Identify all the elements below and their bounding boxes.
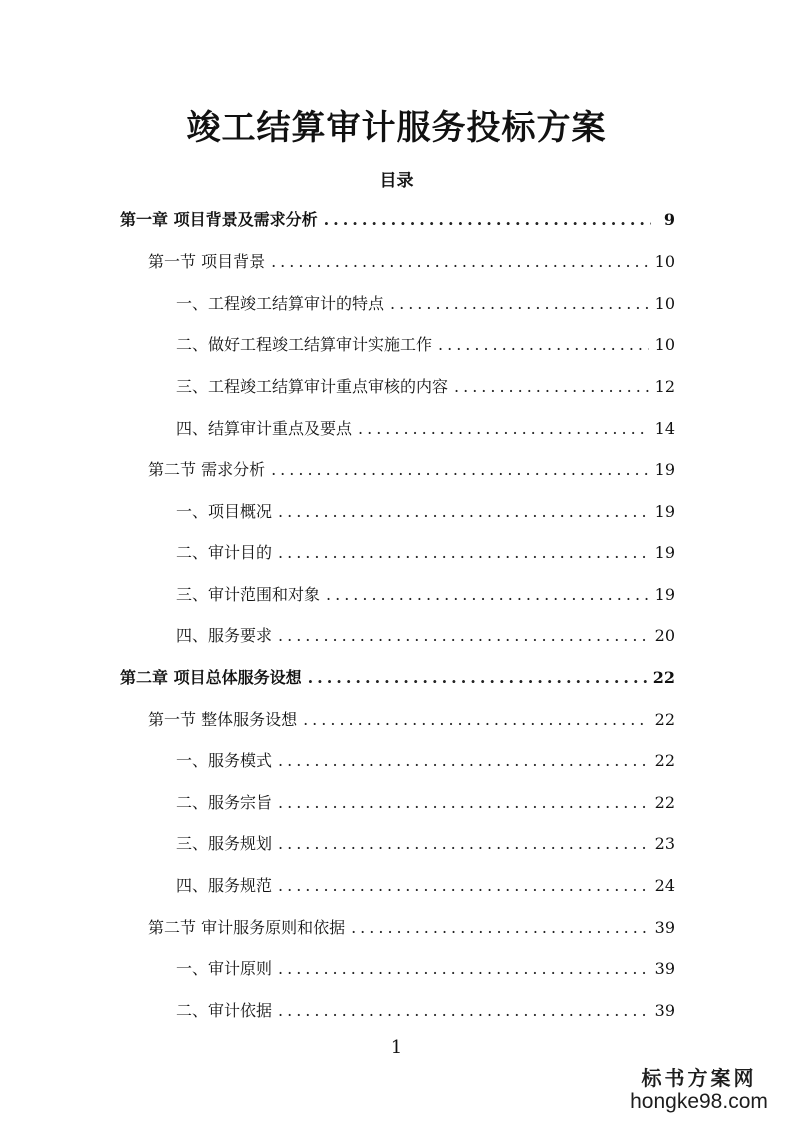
toc-entry-subsection[interactable] — [176, 416, 675, 442]
document-title: 竣工结算审计服务投标方案 — [186, 108, 607, 148]
dot-leader — [326, 582, 649, 608]
page-number: 1 — [390, 1037, 403, 1058]
toc-entry-page: 22 — [654, 793, 675, 812]
dot-leader — [278, 540, 649, 566]
toc-entry-subsection[interactable] — [176, 748, 675, 774]
toc-entry-label: 第二节 需求分析 — [148, 460, 266, 479]
toc-entry-page: 22 — [652, 668, 675, 687]
toc-entry-label: 三、工程竣工结算审计重点审核的内容 — [176, 377, 449, 396]
toc-heading: 目录 — [379, 171, 414, 191]
toc-entry-section[interactable] — [148, 249, 675, 275]
toc-entry-label: 二、审计目的 — [176, 543, 273, 562]
dot-leader — [278, 623, 649, 649]
toc-entry-page: 39 — [654, 1001, 675, 1020]
toc-entry-subsection[interactable] — [176, 623, 675, 649]
dot-leader — [303, 707, 649, 733]
toc-entry-label: 一、服务模式 — [176, 751, 273, 770]
toc-entry-label: 四、服务规范 — [176, 876, 273, 895]
toc-entry-subsection[interactable] — [176, 499, 675, 525]
toc-entry-page: 22 — [654, 710, 675, 729]
toc-entry-page: 19 — [654, 585, 675, 604]
toc-entry-label: 二、服务宗旨 — [176, 793, 273, 812]
dot-leader — [351, 915, 649, 941]
toc-entry-label: 一、工程竣工结算审计的特点 — [176, 294, 385, 313]
toc-entry-subsection[interactable] — [176, 831, 675, 857]
dot-leader — [278, 998, 649, 1024]
toc-entry-page: 39 — [654, 918, 675, 937]
watermark-url: hongke98.com — [630, 1090, 768, 1113]
toc-entry-label: 三、服务规划 — [176, 834, 273, 853]
toc-entry-subsection[interactable] — [176, 540, 675, 566]
toc-entry-page: 39 — [654, 959, 675, 978]
toc-entry-label: 第一章 项目背景及需求分析 — [120, 210, 318, 229]
toc-entry-subsection[interactable] — [176, 873, 675, 899]
toc-entry-label: 一、审计原则 — [176, 959, 273, 978]
dot-leader — [390, 291, 649, 317]
toc-entry-page: 14 — [654, 419, 675, 438]
dot-leader — [278, 748, 649, 774]
toc-entry-section[interactable] — [148, 707, 675, 733]
toc-entry-page: 10 — [654, 335, 675, 354]
toc-entry-label: 四、结算审计重点及要点 — [176, 419, 353, 438]
dot-leader — [308, 665, 647, 691]
dot-leader — [278, 873, 649, 899]
toc-entry-chapter-1[interactable] — [120, 207, 675, 233]
toc-entry-page: 9 — [663, 210, 675, 229]
toc-entry-label: 第二节 审计服务原则和依据 — [148, 918, 346, 937]
watermark-name: 标书方案网 — [641, 1066, 757, 1090]
dot-leader — [278, 956, 649, 982]
toc-entry-page: 19 — [654, 543, 675, 562]
toc-entry-subsection[interactable] — [176, 790, 675, 816]
toc-entry-label: 四、服务要求 — [176, 626, 273, 645]
toc-entry-subsection[interactable] — [176, 374, 675, 400]
toc-entry-page: 19 — [654, 460, 675, 479]
toc-entry-subsection[interactable] — [176, 291, 675, 317]
watermark-logo — [619, 1066, 779, 1114]
toc-entry-page: 19 — [654, 502, 675, 521]
toc-entry-page: 10 — [654, 252, 675, 271]
toc-entry-label: 第一节 整体服务设想 — [148, 710, 298, 729]
dot-leader — [324, 207, 651, 233]
toc-entry-page: 23 — [654, 834, 675, 853]
toc-entry-page: 20 — [654, 626, 675, 645]
toc-entry-section[interactable] — [148, 457, 675, 483]
dot-leader — [278, 831, 649, 857]
toc-entry-page: 24 — [654, 876, 675, 895]
toc-entry-chapter-2[interactable] — [120, 665, 675, 691]
toc-entry-label: 第二章 项目总体服务设想 — [120, 668, 302, 687]
toc-entry-page: 22 — [654, 751, 675, 770]
toc-entry-page: 12 — [654, 377, 675, 396]
dot-leader — [278, 499, 649, 525]
toc-entry-section[interactable] — [148, 915, 675, 941]
toc-entry-subsection[interactable] — [176, 956, 675, 982]
toc-entry-label: 一、项目概况 — [176, 502, 273, 521]
dot-leader — [454, 374, 649, 400]
toc-entry-label: 第一节 项目背景 — [148, 252, 266, 271]
toc-entry-subsection[interactable] — [176, 582, 675, 608]
toc-entry-label: 三、审计范围和对象 — [176, 585, 321, 604]
dot-leader — [271, 457, 649, 483]
toc-entry-label: 二、做好工程竣工结算审计实施工作 — [176, 335, 433, 354]
dot-leader — [438, 332, 649, 358]
dot-leader — [271, 249, 649, 275]
toc-entry-subsection[interactable] — [176, 998, 675, 1024]
toc-entry-subsection[interactable] — [176, 332, 675, 358]
dot-leader — [278, 790, 649, 816]
toc-entry-label: 二、审计依据 — [176, 1001, 273, 1020]
dot-leader — [358, 416, 649, 442]
toc-entry-page: 10 — [654, 294, 675, 313]
